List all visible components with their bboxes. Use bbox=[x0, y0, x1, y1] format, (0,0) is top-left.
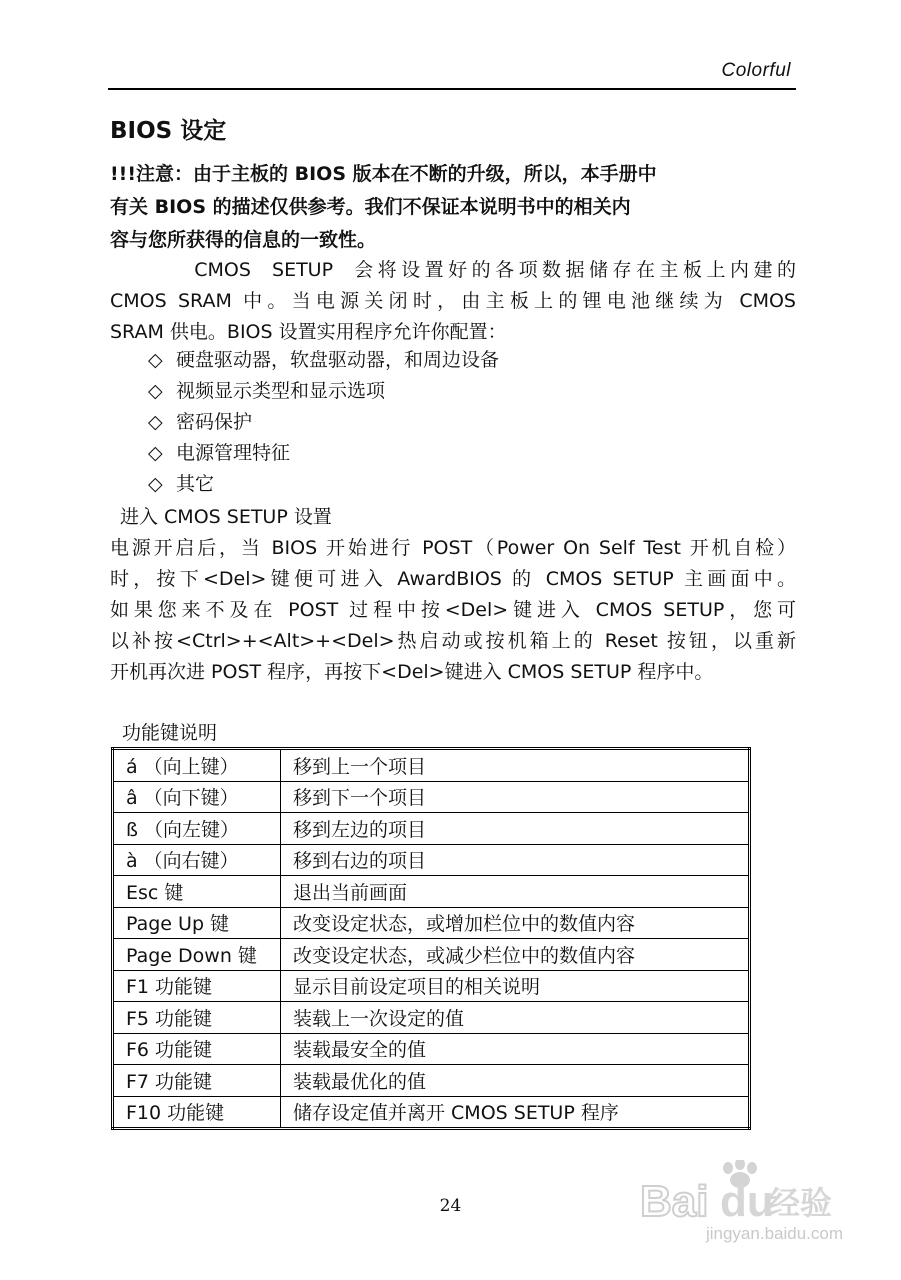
diamond-bullet-icon: ◇ bbox=[148, 442, 163, 464]
diamond-bullet-icon: ◇ bbox=[148, 380, 163, 402]
list-item bbox=[148, 438, 499, 469]
page-number: 24 bbox=[439, 1196, 462, 1216]
bios-notice bbox=[110, 158, 800, 257]
description-cell: 装载最优化的值 bbox=[281, 1065, 750, 1097]
notice-line: 容与您所获得的信息的一致性。 bbox=[110, 229, 377, 251]
table-caption: 功能键说明 bbox=[122, 722, 218, 744]
diamond-bullet-icon: ◇ bbox=[148, 349, 163, 371]
key-cell: F6 功能键 bbox=[113, 1033, 281, 1065]
list-item bbox=[148, 469, 499, 500]
list-item bbox=[148, 407, 499, 438]
key-cell: F7 功能键 bbox=[113, 1065, 281, 1097]
table-row bbox=[113, 907, 750, 939]
description-cell: 移到下一个项目 bbox=[281, 781, 750, 813]
header-rule bbox=[108, 88, 796, 90]
config-list bbox=[148, 345, 499, 500]
key-cell: F1 功能键 bbox=[113, 970, 281, 1002]
notice-line: 有关 BIOS 的描述仅供参考。我们不保证本说明书中的相关内 bbox=[110, 196, 631, 218]
key-cell: â （向下键） bbox=[113, 781, 281, 813]
intro-paragraph bbox=[110, 255, 796, 348]
key-cell: Page Down 键 bbox=[113, 939, 281, 971]
paragraph-line: 开机再次进 POST 程序，再按下<Del>键进入 CMOS SETUP 程序中。 bbox=[110, 661, 714, 683]
list-item bbox=[148, 376, 499, 407]
paragraph-line: 以补按<Ctrl>+<Alt>+<Del>热启动或按机箱上的 Reset 按钮，以重新 bbox=[110, 630, 796, 652]
watermark-url: jingyan.baidu.com bbox=[705, 1224, 843, 1243]
description-cell: 改变设定状态，或增加栏位中的数值内容 bbox=[281, 907, 750, 939]
list-item-label: 视频显示类型和显示选项 bbox=[176, 380, 386, 402]
key-cell: Page Up 键 bbox=[113, 907, 281, 939]
paragraph-line: 时，按下<Del>键便可进入 AwardBIOS 的 CMOS SETUP 主画面中。 bbox=[110, 568, 796, 590]
section-heading-enter-setup: 进入 CMOS SETUP 设置 bbox=[120, 506, 332, 528]
list-item-label: 电源管理特征 bbox=[176, 442, 291, 464]
table-row bbox=[113, 1065, 750, 1097]
table-row bbox=[113, 1096, 750, 1129]
table-row bbox=[113, 1002, 750, 1034]
list-item bbox=[148, 345, 499, 376]
list-item-label: 硬盘驱动器，软盘驱动器，和周边设备 bbox=[176, 349, 500, 371]
description-cell: 装载上一次设定的值 bbox=[281, 1002, 750, 1034]
table-row bbox=[113, 749, 750, 782]
list-item-label: 其它 bbox=[176, 473, 215, 495]
description-cell: 移到左边的项目 bbox=[281, 813, 750, 845]
table-row bbox=[113, 1033, 750, 1065]
diamond-bullet-icon: ◇ bbox=[148, 411, 163, 433]
description-cell: 退出当前画面 bbox=[281, 876, 750, 908]
description-cell: 储存设定值并离开 CMOS SETUP 程序 bbox=[281, 1096, 750, 1129]
watermark-text-bai: Bai bbox=[640, 1177, 709, 1226]
intro-line: CMOS SRAM 中。当电源关闭时，由主板上的锂电池继续为 CMOS bbox=[110, 290, 796, 312]
watermark-text-jingyan: 经验 bbox=[768, 1184, 833, 1222]
key-cell: à （向右键） bbox=[113, 844, 281, 876]
page-title: BIOS 设定 bbox=[110, 118, 227, 144]
table-row bbox=[113, 844, 750, 876]
description-cell: 移到上一个项目 bbox=[281, 749, 750, 782]
table-row bbox=[113, 813, 750, 845]
paragraph-line: 电源开启后，当 BIOS 开始进行 POST（Power On Self Test 开机自检） bbox=[110, 537, 796, 559]
key-cell: ß （向左键） bbox=[113, 813, 281, 845]
description-cell: 装载最安全的值 bbox=[281, 1033, 750, 1065]
watermark-text-du: du bbox=[720, 1177, 774, 1226]
list-item-label: 密码保护 bbox=[176, 411, 253, 433]
description-cell: 移到右边的项目 bbox=[281, 844, 750, 876]
diamond-bullet-icon: ◇ bbox=[148, 473, 163, 495]
intro-line: SRAM 供电。BIOS 设置实用程序允许你配置： bbox=[110, 321, 507, 343]
table-row bbox=[113, 876, 750, 908]
table-row bbox=[113, 781, 750, 813]
intro-line: CMOS SETUP 会将设置好的各项数据储存在主板上内建的 bbox=[110, 259, 796, 281]
table-row bbox=[113, 970, 750, 1002]
table-row bbox=[113, 939, 750, 971]
description-cell: 显示目前设定项目的相关说明 bbox=[281, 970, 750, 1002]
enter-setup-paragraph bbox=[110, 533, 796, 688]
description-cell: 改变设定状态，或减少栏位中的数值内容 bbox=[281, 939, 750, 971]
key-cell: á （向上键） bbox=[113, 749, 281, 782]
key-cell: Esc 键 bbox=[113, 876, 281, 908]
paragraph-line: 如果您来不及在 POST 过程中按<Del>键进入 CMOS SETUP，您可 bbox=[110, 599, 796, 621]
key-cell: F5 功能键 bbox=[113, 1002, 281, 1034]
key-cell: F10 功能键 bbox=[113, 1096, 281, 1129]
function-key-table bbox=[111, 747, 751, 1130]
header-brand: Colorful bbox=[721, 60, 791, 81]
notice-line: !!!注意：由于主板的 BIOS 版本在不断的升级，所以，本手册中 bbox=[110, 163, 657, 185]
